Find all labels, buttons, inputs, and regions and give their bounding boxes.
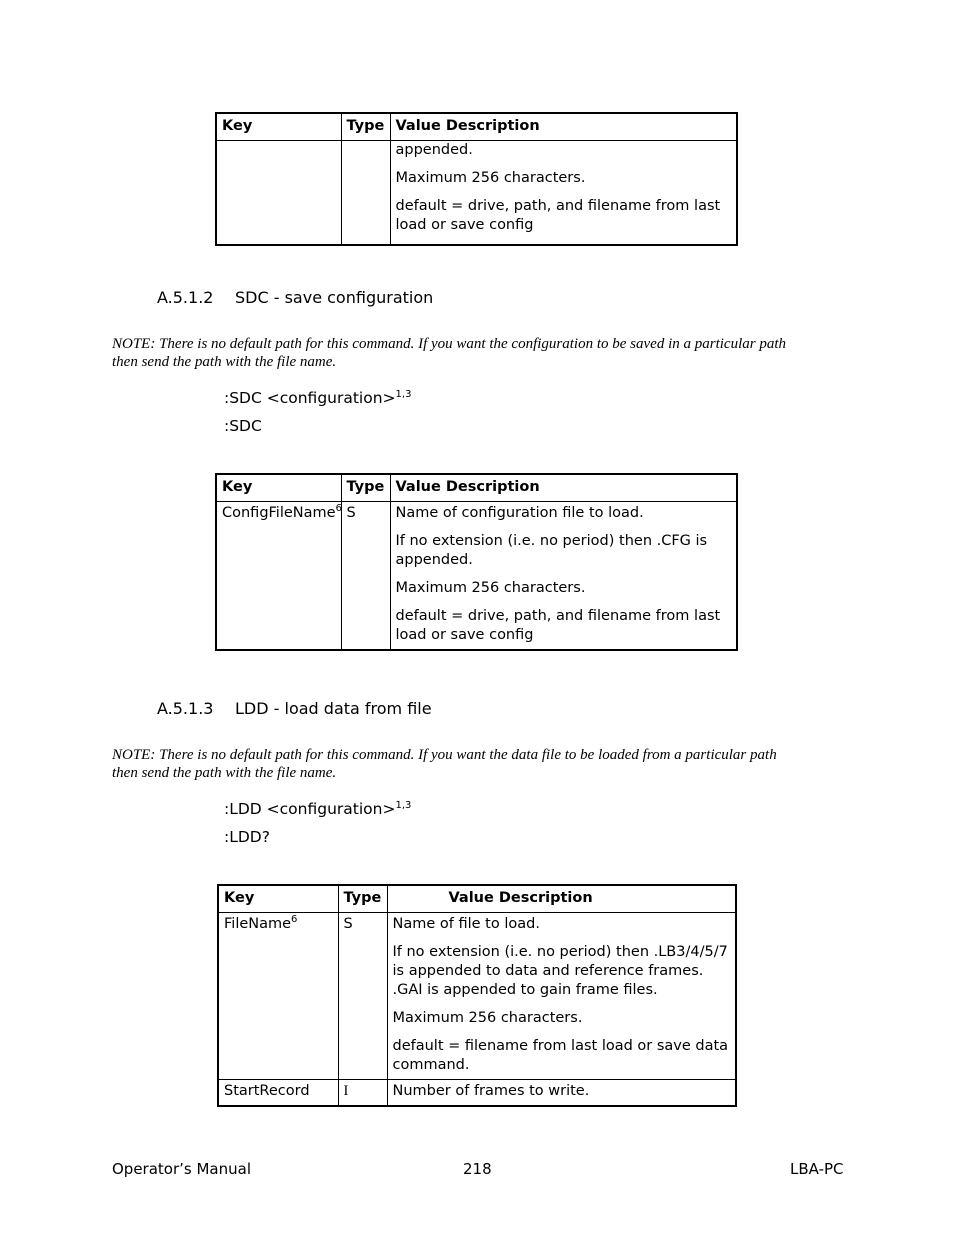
- top-key-table: [215, 112, 738, 246]
- key-cell: ConfigFileName$^6$: [216, 502, 341, 651]
- value-cell: Name of file to load. If no extension (i.e. no period) then .LB3/4/5/7 is appended to data and reference frames. .GAI is appended to gain frame files. Maximum 256 characters. default = filename from last load or save data command.: [387, 913, 736, 1080]
- table-row: [218, 913, 736, 1080]
- value-header: Value Description: [390, 474, 737, 502]
- note-sdc: NOTE: There is no default path for this command. If you want the configuration to be saved in a particular path then send the path with the file name.: [112, 336, 786, 370]
- table-row: [216, 141, 737, 245]
- footnote-ref: 1,3: [395, 800, 412, 811]
- value-cell: Name of configuration file to load. If no extension (i.e. no period) then .CFG is appended. Maximum 256 characters. default = drive, path, and filename from last load or save config: [390, 502, 737, 651]
- table-header-row: [218, 885, 736, 913]
- section-title: SDC - save configuration: [235, 288, 434, 307]
- ldd-key-table: [217, 884, 737, 1107]
- command-syntax-sdc-1: :SDC <configuration>$^{1,3}$: [224, 389, 412, 407]
- table-header-row: [216, 113, 737, 141]
- value-header: Value Description: [390, 113, 737, 141]
- sdc-key-table: [215, 473, 738, 651]
- table-row: [216, 502, 737, 651]
- type-cell: I: [338, 1080, 387, 1107]
- key-header: Key: [216, 474, 341, 502]
- type-header: Type: [338, 885, 387, 913]
- section-number: A.5.1.3: [157, 699, 214, 718]
- footnote-ref: 1,3: [395, 389, 412, 400]
- command-syntax-ldd-2: :LDD?: [224, 828, 270, 846]
- page-number: 218: [463, 1160, 492, 1178]
- key-cell: StartRecord: [218, 1080, 338, 1107]
- value-cell: Number of frames to write.: [387, 1080, 736, 1107]
- type-cell: S: [338, 913, 387, 1080]
- value-cell: appended. Maximum 256 characters. default = drive, path, and filename from last load or save config: [390, 141, 737, 245]
- type-cell: [341, 141, 390, 245]
- footer-left: Operator’s Manual: [112, 1160, 251, 1178]
- footer-right: LBA-PC: [790, 1160, 844, 1178]
- table-header-row: [216, 474, 737, 502]
- command-syntax-sdc-2: :SDC: [224, 417, 262, 435]
- key-cell: [216, 141, 341, 245]
- section-heading-sdc: [157, 288, 433, 307]
- type-header: Type: [341, 474, 390, 502]
- type-cell: S: [341, 502, 390, 651]
- section-title: LDD - load data from file: [235, 699, 432, 718]
- table-row: [218, 1080, 736, 1107]
- type-header: Type: [341, 113, 390, 141]
- note-ldd: NOTE: There is no default path for this command. If you want the data file to be loaded from a particular path then send the path with the file name.: [112, 747, 777, 781]
- key-cell: FileName$^6$: [218, 913, 338, 1080]
- value-header: Value Description: [387, 885, 736, 913]
- command-syntax-ldd-1: :LDD <configuration>$^{1,3}$: [224, 800, 412, 818]
- key-header: Key: [216, 113, 341, 141]
- section-heading-ldd: [157, 699, 432, 718]
- key-header: Key: [218, 885, 338, 913]
- section-number: A.5.1.2: [157, 288, 214, 307]
